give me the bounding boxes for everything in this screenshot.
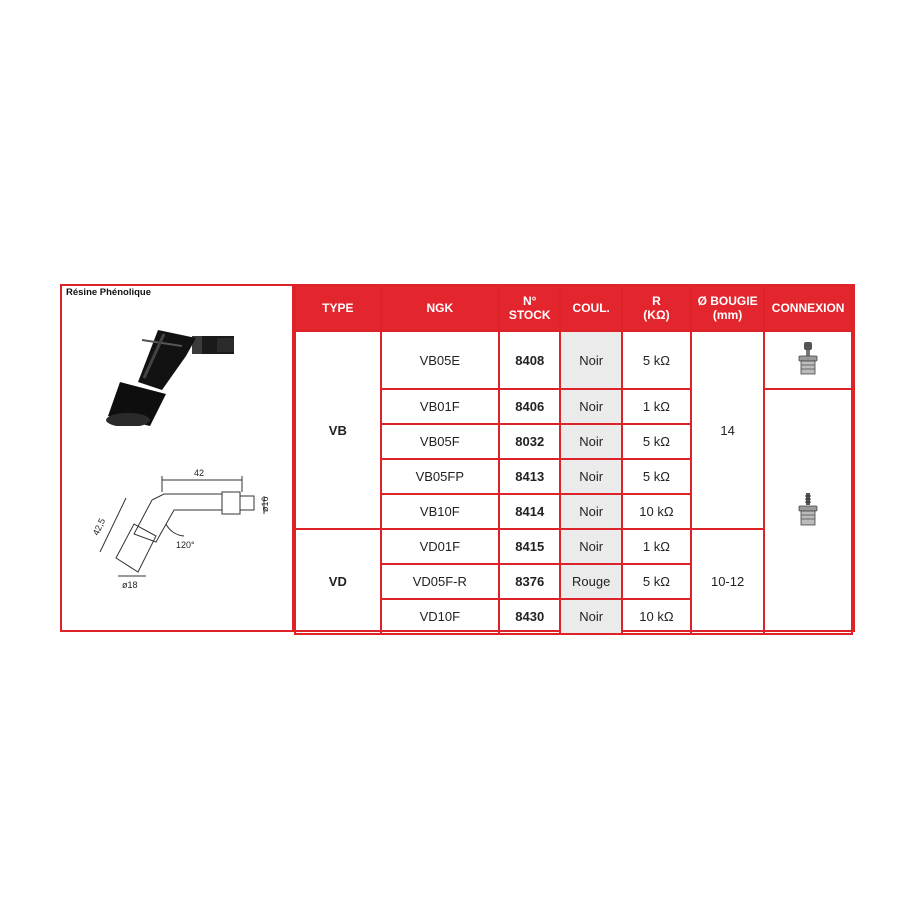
resistance-cell: 5 kΩ xyxy=(622,564,691,599)
color-cell: Noir xyxy=(560,599,621,634)
header-bougie-line1: Ø BOUGIE xyxy=(697,294,758,308)
color-cell: Noir xyxy=(560,529,621,564)
stock-cell: 8414 xyxy=(499,494,561,529)
resistance-cell: 10 kΩ xyxy=(622,494,691,529)
type-cell-vb: VB xyxy=(295,331,381,529)
dim-top-label: 42 xyxy=(194,468,205,478)
resistance-cell: 1 kΩ xyxy=(622,389,691,424)
header-type: TYPE xyxy=(295,286,381,331)
color-cell: Rouge xyxy=(560,564,621,599)
color-cell: Noir xyxy=(560,331,621,389)
ngk-cell: VD01F xyxy=(381,529,499,564)
spark-plug-cap-photo xyxy=(84,316,234,426)
connexion-cell xyxy=(764,389,852,634)
header-r-line1: R xyxy=(652,294,661,308)
dim-angle-label: 120° xyxy=(176,540,195,550)
bougie-cell-vb: 14 xyxy=(691,331,764,529)
ngk-cell: VB05FP xyxy=(381,459,499,494)
stock-cell: 8032 xyxy=(499,424,561,459)
type-cell-vd: VD xyxy=(295,529,381,634)
resistance-cell: 10 kΩ xyxy=(622,599,691,634)
header-ngk: NGK xyxy=(381,286,499,331)
connexion-cell xyxy=(764,331,852,389)
stock-cell: 8406 xyxy=(499,389,561,424)
product-illustration-panel xyxy=(62,286,294,630)
header-bougie xyxy=(691,286,764,331)
bougie-cell-vd: 10-12 xyxy=(691,529,764,634)
header-stock-line2: STOCK xyxy=(508,308,551,322)
resistance-cell: 5 kΩ xyxy=(622,331,691,389)
header-bougie-line2: (mm) xyxy=(712,308,743,322)
ngk-cell: VB01F xyxy=(381,389,499,424)
material-title: Résine Phénolique xyxy=(66,287,151,298)
header-stock-line1: N° xyxy=(522,294,537,308)
resistance-cell: 5 kΩ xyxy=(622,424,691,459)
spec-table xyxy=(294,286,853,635)
stock-cell: 8415 xyxy=(499,529,561,564)
stock-cell: 8376 xyxy=(499,564,561,599)
threaded-terminal-icon xyxy=(796,493,820,527)
dim-bottom-label: ø18 xyxy=(122,580,138,590)
dim-right-label: ø16 xyxy=(260,496,270,512)
resistance-cell: 1 kΩ xyxy=(622,529,691,564)
resistance-cell: 5 kΩ xyxy=(622,459,691,494)
ngk-cell: VB05F xyxy=(381,424,499,459)
color-cell: Noir xyxy=(560,459,621,494)
ngk-cell: VD05F-R xyxy=(381,564,499,599)
header-color: COUL. xyxy=(560,286,621,331)
header-r-line2: (KΩ) xyxy=(643,308,670,322)
color-cell: Noir xyxy=(560,424,621,459)
header-resistance xyxy=(622,286,691,331)
color-cell: Noir xyxy=(560,389,621,424)
dim-left-label: 42,5 xyxy=(90,516,108,537)
stock-cell: 8408 xyxy=(499,331,561,389)
ngk-cell: VD10F xyxy=(381,599,499,634)
table-row xyxy=(295,331,852,389)
color-cell: Noir xyxy=(560,494,621,529)
ngk-cell: VB05E xyxy=(381,331,499,389)
stock-cell: 8430 xyxy=(499,599,561,634)
product-table-frame xyxy=(60,284,855,632)
cap-photo-icon xyxy=(106,330,234,426)
snap-terminal-icon xyxy=(796,342,820,376)
header-connexion: CONNEXION xyxy=(764,286,852,331)
ngk-cell: VB10F xyxy=(381,494,499,529)
header-row xyxy=(295,286,852,331)
dimension-drawing xyxy=(82,464,282,594)
stock-cell: 8413 xyxy=(499,459,561,494)
header-stock xyxy=(499,286,561,331)
